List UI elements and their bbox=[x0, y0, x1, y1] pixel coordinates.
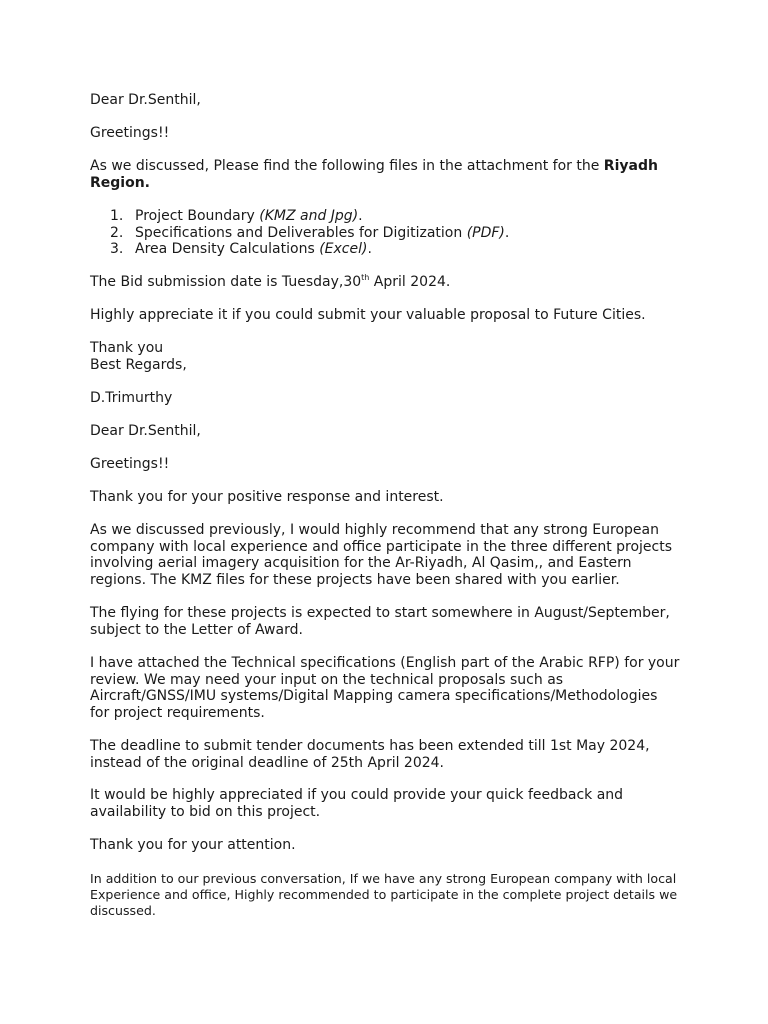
list-end: . bbox=[358, 208, 363, 224]
additional-note: In addition to our previous conversation, If we have any strong European company with local Experience and office, Highly recommended to participate in the complete project details we discussed. bbox=[90, 871, 678, 918]
list-number: 2. bbox=[110, 224, 124, 241]
region-name: Riyadh Region. bbox=[90, 158, 658, 191]
bid-date-month: April 2024. bbox=[369, 274, 451, 290]
list-end: . bbox=[367, 241, 372, 258]
list-note: (KMZ and Jpg) bbox=[259, 208, 359, 224]
appreciation-paragraph: Highly appreciate it if you could submit your valuable proposal to Future Cities. bbox=[90, 307, 646, 323]
list-end: . bbox=[504, 224, 510, 241]
list-number: 1. bbox=[110, 208, 124, 224]
intro-paragraph bbox=[90, 158, 680, 191]
bid-date-text: The Bid submission date is Tuesday,30 bbox=[90, 274, 362, 290]
salutation-2: Dear Dr.Senthil, bbox=[90, 423, 201, 439]
list-note: (Excel) bbox=[319, 241, 368, 258]
ordinal-suffix: th bbox=[361, 273, 370, 282]
list-note: (PDF) bbox=[466, 224, 505, 241]
response-paragraph: Thank you for your positive response and interest. bbox=[90, 489, 444, 505]
deadline-paragraph: The deadline to submit tender documents has been extended till 1st May 2024, instead of the original deadline of 25th April 2024. bbox=[90, 738, 650, 771]
specifications-paragraph: I have attached the Technical specifications (English part of the Arabic RFP) for your review. We may need your input on the technical proposals such as Aircraft/GNSS/IMU systems/Digital Mapping camera specifications/Methodologies for project requirements. bbox=[90, 655, 680, 721]
list-item bbox=[90, 241, 680, 258]
list-number: 3. bbox=[110, 241, 124, 258]
signature-name: D.Trimurthy bbox=[90, 390, 173, 406]
list-text: Area Density Calculations bbox=[135, 241, 320, 258]
bid-date-paragraph bbox=[90, 274, 680, 291]
list-text: Project Boundary bbox=[135, 208, 260, 224]
greeting-2: Greetings!! bbox=[90, 456, 170, 472]
greeting-1: Greetings!! bbox=[90, 125, 170, 141]
closing-line: Thank you for your attention. bbox=[90, 837, 296, 853]
salutation-1: Dear Dr.Senthil, bbox=[90, 92, 201, 108]
attachment-list bbox=[90, 208, 680, 258]
recommendation-paragraph: As we discussed previously, I would highly recommend that any strong European company with local experience and office participate in the three different projects involving aerial imagery acquisition for the Ar-Riyadh, Al Qasim,, and Eastern regions. The KMZ files for these projects have been shared with you earlier. bbox=[90, 522, 673, 588]
intro-text: As we discussed, Please find the following files in the attachment for the bbox=[90, 158, 604, 174]
list-item bbox=[90, 225, 680, 242]
best-regards-line: Best Regards, bbox=[90, 357, 187, 373]
feedback-paragraph: It would be highly appreciated if you could provide your quick feedback and availability to bid on this project. bbox=[90, 787, 624, 820]
list-item bbox=[90, 208, 680, 225]
list-text: Specifications and Deliverables for Digitization bbox=[135, 224, 467, 241]
flying-schedule-paragraph: The flying for these projects is expected to start somewhere in August/September, subject to the Letter of Award. bbox=[90, 605, 670, 638]
thank-you-line: Thank you bbox=[90, 340, 164, 356]
